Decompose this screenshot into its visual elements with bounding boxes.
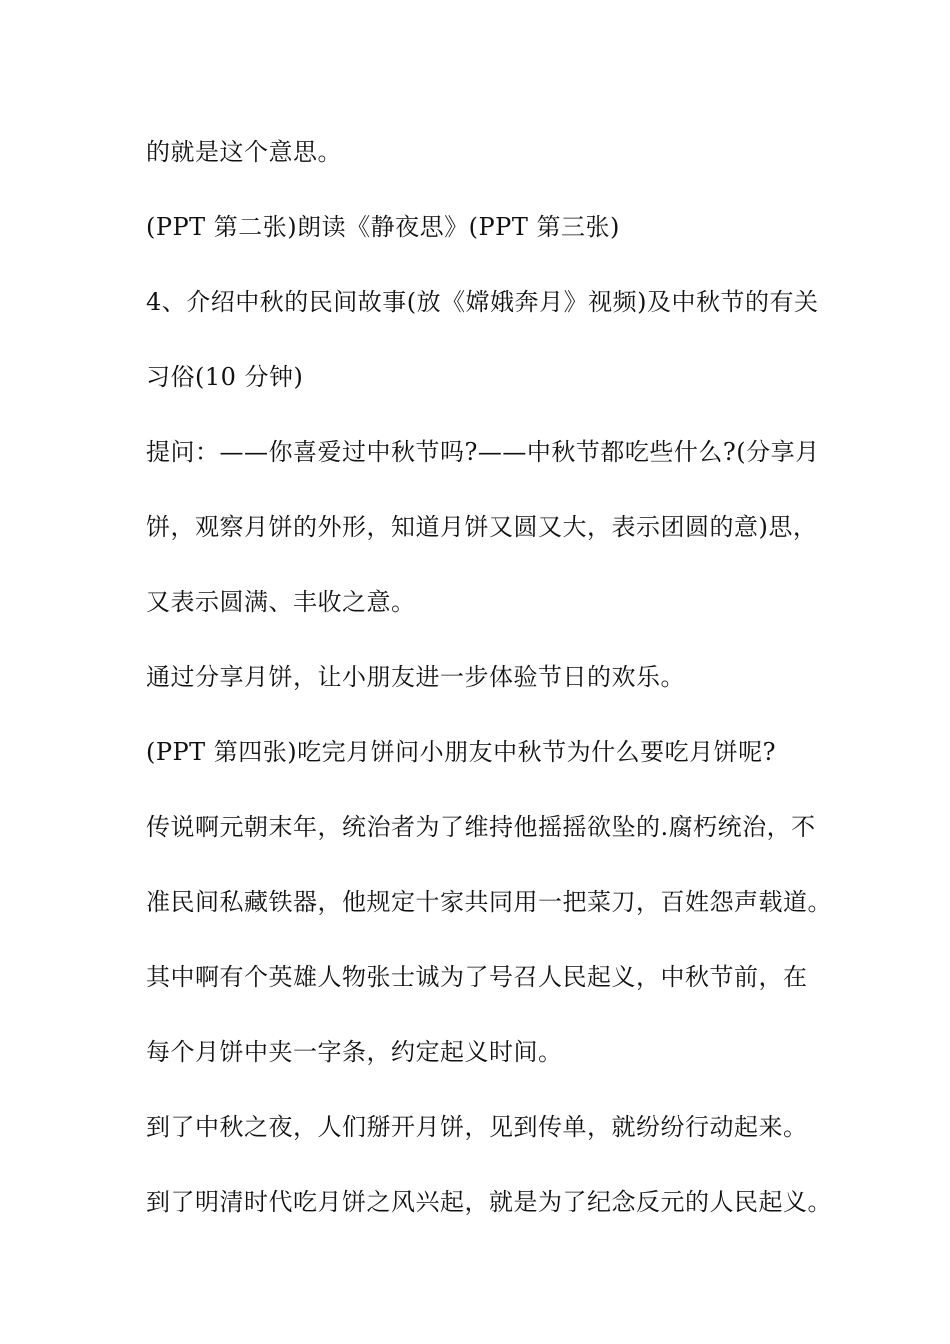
text-line: 提问：——你喜爱过中秋节吗?——中秋节都吃些什么?(分享月	[146, 438, 820, 466]
text-line: 准民间私藏铁器，他规定十家共同用一把菜刀，百姓怨声载道。	[146, 888, 832, 916]
text-line: 4、介绍中秋的民间故事(放《嫦娥奔月》视频)及中秋节的有关	[146, 288, 819, 316]
text-line: 通过分享月饼，让小朋友进一步体验节日的欢乐。	[146, 663, 685, 691]
text-line: 习俗(10 分钟)	[146, 363, 304, 391]
text-line: 其中啊有个英雄人物张士诚为了号召人民起义，中秋节前，在	[146, 963, 808, 991]
text-line: 传说啊元朝末年，统治者为了维持他摇摇欲坠的.腐朽统治，不	[146, 813, 816, 841]
text-line: (PPT 第四张)吃完月饼问小朋友中秋节为什么要吃月饼呢?	[146, 738, 777, 766]
text-line: 饼，观察月饼的外形，知道月饼又圆又大，表示团圆的意)思，	[146, 513, 818, 541]
text-line: 每个月饼中夹一字条，约定起义时间。	[146, 1038, 563, 1066]
text-line: (PPT 第二张)朗读《静夜思》(PPT 第三张)	[146, 213, 620, 241]
text-line: 又表示圆满、丰收之意。	[146, 588, 416, 616]
text-line: 到了中秋之夜，人们掰开月饼，见到传单，就纷纷行动起来。	[146, 1113, 808, 1141]
text-line: 到了明清时代吃月饼之风兴起，就是为了纪念反元的人民起义。	[146, 1188, 832, 1216]
text-line: 的就是这个意思。	[146, 138, 342, 166]
